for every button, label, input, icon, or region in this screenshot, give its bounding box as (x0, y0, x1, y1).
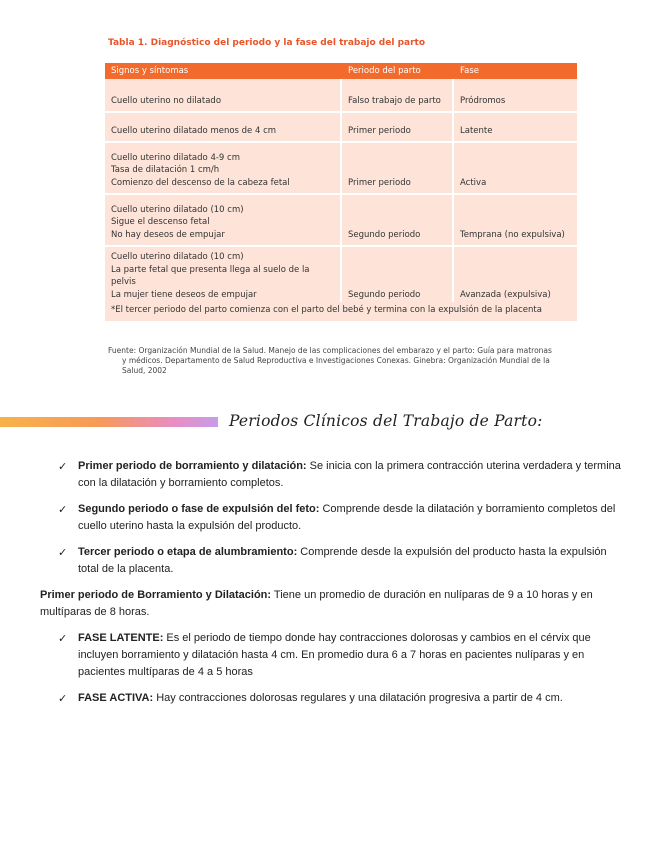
check-icon: ✓ (58, 460, 68, 473)
signs-cell (105, 247, 342, 307)
sign-line: Cuello uterino no dilatado (111, 95, 222, 106)
paragraph (40, 587, 625, 621)
period-cell: Segundo periodo (342, 195, 454, 247)
table-note: *El tercer periodo del parto comienza con el parto del bebé y termina con la expulsión de la placenta (105, 302, 577, 321)
item-label: Segundo periodo o fase de expulsión del feto: (78, 503, 320, 515)
sign-line: Cuello uterino dilatado (10 cm) (111, 252, 244, 262)
decorative-gradient-band (0, 417, 218, 427)
phase-cell: Temprana (no expulsiva) (454, 195, 577, 247)
list-item (40, 544, 625, 578)
period-cell: Segundo periodo (342, 247, 454, 307)
sign-line: Cuello uterino dilatado menos de 4 cm (111, 125, 277, 136)
sign-line: Cuello uterino dilatado (10 cm) (111, 204, 244, 215)
paragraph-label: Primer periodo de Borramiento y Dilatación: (40, 589, 272, 601)
table-source (108, 346, 578, 376)
item-label: FASE ACTIVA: (78, 692, 154, 704)
phase-cell: Activa (454, 143, 577, 195)
source-line: Fuente: Organización Mundial de la Salud. Manejo de las complicaciones del embarazo y el parto: Guía para matronas (108, 346, 552, 355)
table-row (105, 143, 577, 195)
phase-cell: Pródromos (454, 79, 577, 113)
period-cell: Primer periodo (342, 113, 454, 143)
signs-cell (105, 143, 342, 195)
item-text: Se inicia con la primera contracción uterina verdadera y termina con la dilatación y borramiento completos. (78, 460, 621, 489)
item-text: Comprende desde la expulsión del producto hasta la expulsión total de la placenta. (78, 546, 607, 575)
item-label: FASE LATENTE: (78, 632, 164, 644)
list-item (40, 690, 625, 707)
item-label: Tercer periodo o etapa de alumbramiento: (78, 546, 298, 558)
source-line: Salud, 2002 (122, 366, 167, 375)
check-icon: ✓ (58, 503, 68, 516)
header-phase: Fase (454, 63, 577, 79)
paragraph-text: Tiene un promedio de duración en nulíparas de 9 a 10 horas y en multíparas de 8 horas. (40, 589, 593, 618)
table-row (105, 79, 577, 113)
signs-cell (105, 113, 342, 143)
diagnosis-table (105, 63, 577, 307)
section-title: Periodos Clínicos del Trabajo de Parto: (229, 412, 543, 430)
sign-line: Cuello uterino dilatado 4-9 cm (111, 152, 240, 163)
sign-line: La mujer tiene deseos de empujar (111, 289, 257, 300)
period-cell: Primer periodo (342, 143, 454, 195)
item-text: Hay contracciones dolorosas regulares y una dilatación progresiva a partir de 4 cm. (153, 692, 563, 704)
item-text: Comprende desde la dilatación y borramiento completos del cuello uterino hasta la expulsión del producto. (78, 503, 616, 532)
sign-line: La parte fetal que presenta llega al suelo de la pelvis (111, 264, 310, 287)
sign-line: Comienzo del descenso de la cabeza fetal (111, 177, 290, 188)
list-item (40, 630, 625, 681)
sign-line: Tasa de dilatación 1 cm/h (111, 165, 220, 175)
phase-cell: Latente (454, 113, 577, 143)
phase-cell: Avanzada (expulsiva) (454, 247, 577, 307)
table-row (105, 247, 577, 307)
header-signs: Signos y síntomas (105, 63, 342, 79)
table-row (105, 113, 577, 143)
header-period: Periodo del parto (342, 63, 454, 79)
sign-line: No hay deseos de empujar (111, 229, 225, 240)
list-item (40, 501, 625, 535)
sign-line: Sigue el descenso fetal (111, 217, 210, 227)
item-label: Primer periodo de borramiento y dilatación: (78, 460, 307, 472)
signs-cell (105, 79, 342, 113)
check-icon: ✓ (58, 692, 68, 705)
period-cell: Falso trabajo de parto (342, 79, 454, 113)
table-header-row (105, 63, 577, 79)
table-row (105, 195, 577, 247)
check-icon: ✓ (58, 632, 68, 645)
check-icon: ✓ (58, 546, 68, 559)
source-line: y médicos. Departamento de Salud Reproductiva e Investigaciones Conexas. Ginebra: Organización Mundial de la (122, 356, 550, 365)
item-text: Es el periodo de tiempo donde hay contracciones dolorosas y cambios en el cérvix que incluyen borramiento y dilatación hasta 4 cm. En promedio dura 6 a 7 horas en pacientes nulíparas y en pacientes multíparas de 4 a 5 horas (78, 632, 591, 678)
signs-cell (105, 195, 342, 247)
list-item (40, 458, 625, 492)
table-title: Tabla 1. Diagnóstico del periodo y la fase del trabajo del parto (108, 38, 426, 48)
body-content (40, 458, 625, 716)
